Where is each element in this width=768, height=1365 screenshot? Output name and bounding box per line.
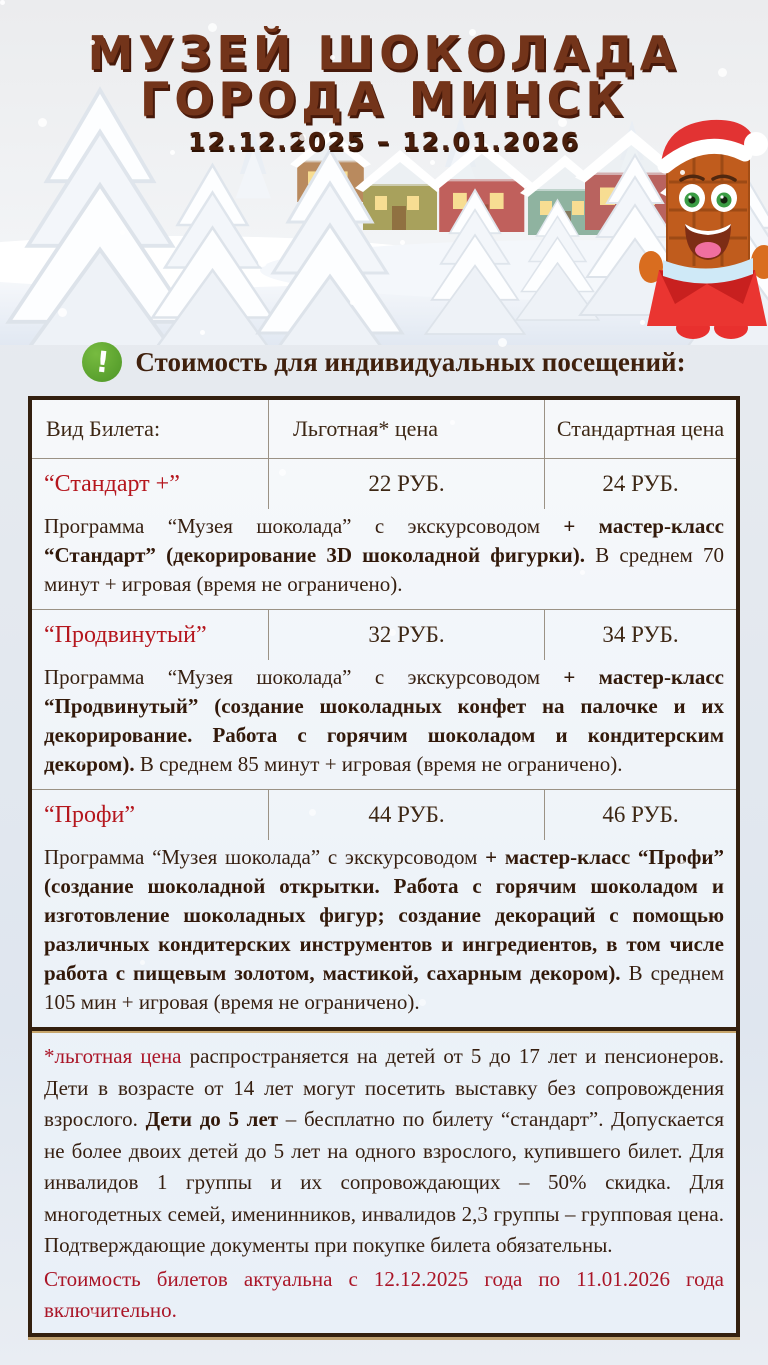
event-dates: 12.12.2025 – 12.01.2026 (187, 127, 581, 156)
table-header-row (32, 400, 736, 459)
validity-note: Стоимость билетов актуальна с 12.12.2025 года по 11.01.2026 года включительно. (44, 1266, 724, 1322)
column-header-standard-price: Стандартная цена (544, 400, 736, 458)
page-title-line2: ГОРОДА МИНСК (140, 72, 628, 126)
ticket-description: Программа “Музея шоколада” с экскурсоводом + мастер-класс “Продвинутый” (создание шоколадных конфет на палочке и их декорирование. Работа с горячим шоколадом и кондитерским декором). В среднем 85 минут + игровая (время не ограничено). (32, 660, 736, 790)
page-title-line1: МУЗЕЙ ШОКОЛАДА (87, 26, 681, 80)
ticket-description: Программа “Музея шоколада” с экскурсоводом + мастер-класс “Профи” (создание шоколадной открытки. Работа с горячим шоколадом и изготовление шоколадных фигур; создание декораций с помощью различных кондитерских инструментов и ингредиентов, в том числе работа с пищевым золотом, мастикой, сахарным декором). В среднем 105 мин + игровая (время не ограничено). (44, 845, 724, 1014)
preferential-price: 44 РУБ. (268, 790, 544, 840)
section-heading: Стоимость для индивидуальных посещений: (135, 346, 686, 377)
price-table (28, 396, 740, 1337)
preferential-price-note: *льготная цена распространяется на детей от 5 до 17 лет и пенсионеров. Дети в возрасте от 14 лет могут посетить выставку без сопровождения взрослого. Дети до 5 лет – бесплатно по билету “стандарт”. Допускается не более двоих детей до 5 лет на одного взрослого, купившего билет. Для инвалидов 1 группы и их сопровождающих – 50% скидка. Для многодетных семей, именинников, инвалидов 2,3 группы – групповая цена. Подтверждающие документы при покупке билета обязательны. (44, 1044, 725, 1257)
preferential-price: 32 РУБ. (268, 610, 544, 660)
standard-price: 46 РУБ. (544, 790, 736, 840)
table-row (32, 790, 736, 840)
section-heading-row (0, 342, 768, 382)
ticket-description: Программа “Музея шоколада” с экскурсоводом + мастер-класс “Стандарт” (декорирование 3D шоколадной фигурки). В среднем 70 минут + игровая (время не ограничено). (32, 509, 736, 610)
standard-price: 24 РУБ. (544, 459, 736, 509)
standard-price: 34 РУБ. (544, 610, 736, 660)
preferential-price: 22 РУБ. (268, 459, 544, 509)
column-header-ticket-type: Вид Билета: (46, 416, 161, 441)
table-row (32, 459, 736, 509)
ticket-name: “Профи” (44, 801, 136, 828)
ticket-name: “Продвинутый” (44, 621, 207, 648)
exclamation-icon: ! (82, 342, 122, 382)
table-row (32, 610, 736, 660)
footnote-asterisk: *льготная цена (44, 1044, 182, 1068)
footnotes (32, 1027, 736, 1333)
ticket-name: “Стандарт +” (44, 470, 180, 497)
poster-header (0, 26, 768, 156)
column-header-preferential-price: Льготная* цена (268, 400, 544, 458)
